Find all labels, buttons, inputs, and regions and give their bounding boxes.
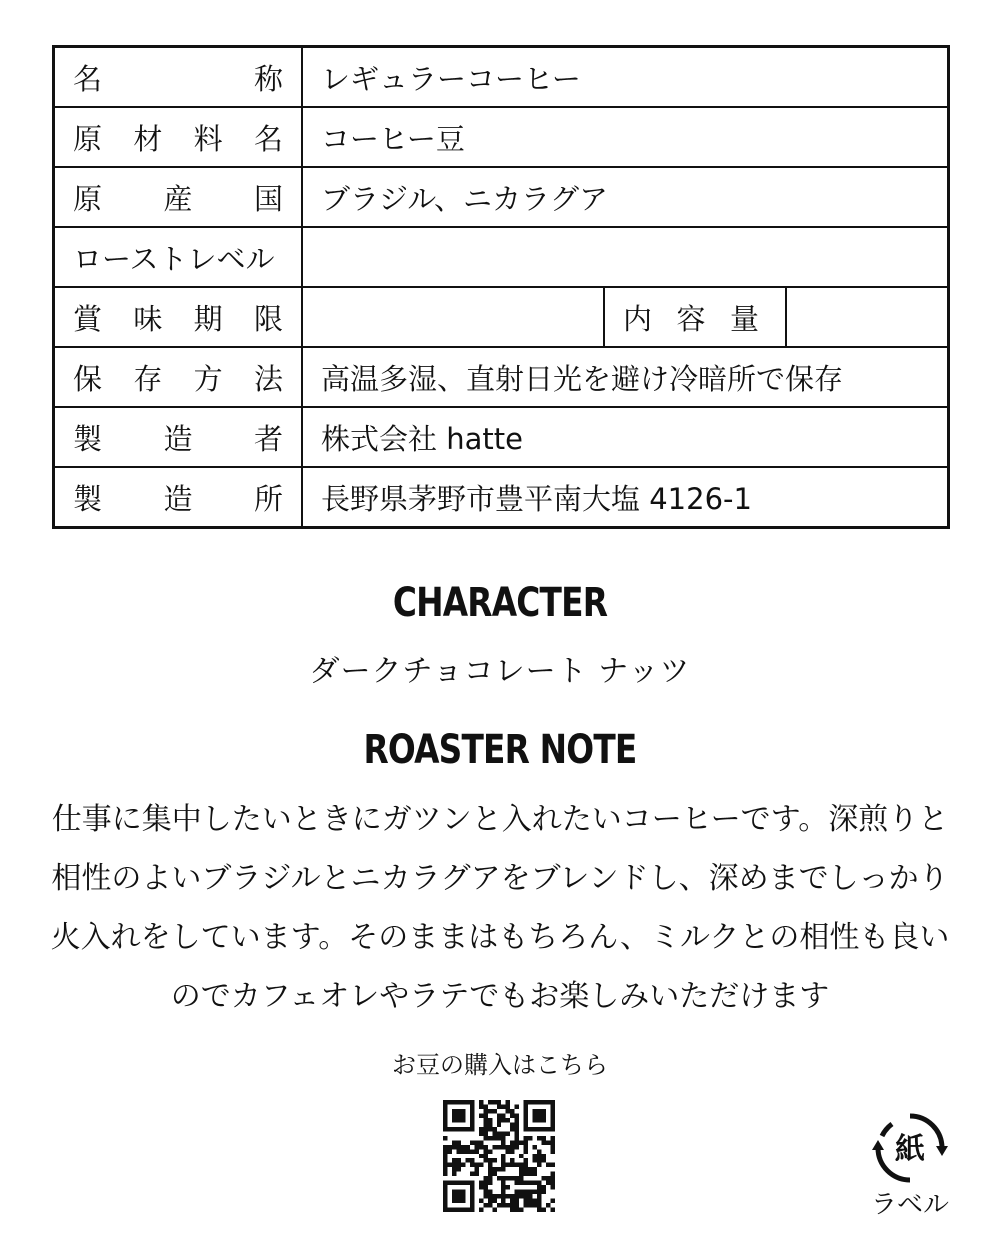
row-value-origin: ブラジル、ニカラグア xyxy=(302,167,949,227)
row-value-factory: 長野県茅野市豊平南大塩 4126-1 xyxy=(302,467,949,528)
roaster-note-title: ROASTER NOTE xyxy=(363,727,637,773)
row-value-manufacturer: 株式会社 hatte xyxy=(302,407,949,467)
purchase-caption: お豆の購入はこちら xyxy=(392,1051,608,1079)
row-key-roast-level: ローストレベル xyxy=(54,227,303,287)
qr-code-icon[interactable] xyxy=(443,1100,555,1212)
row-value-best-before xyxy=(302,287,604,347)
table-row-name xyxy=(54,47,949,108)
table-row-roast-level xyxy=(54,227,949,287)
recycle-label: ラベル xyxy=(870,1190,949,1220)
row-key-manufacturer: 製 造 者 xyxy=(73,421,283,456)
row-value-roast-level xyxy=(302,227,949,287)
row-key-factory: 製 造 所 xyxy=(73,481,283,516)
row-key-storage: 保 存 方 法 xyxy=(73,361,283,396)
row-key-origin: 原 産 国 xyxy=(73,181,283,216)
product-label-table xyxy=(52,45,950,529)
paper-recycle-icon xyxy=(872,1110,948,1186)
character-text: ダークチョコレート ナッツ xyxy=(309,654,691,689)
table-row-best-before xyxy=(54,287,949,347)
table-row-storage xyxy=(54,347,949,407)
row-key-volume: 内 容 量 xyxy=(623,301,759,336)
recycle-symbol-text: 紙 xyxy=(895,1132,925,1167)
row-key-best-before: 賞 味 期 限 xyxy=(73,301,283,336)
table-row-ingredients xyxy=(54,107,949,167)
roaster-note-text: 仕事に集中したいときにガツンと入れたいコーヒーです。深煎りと相性のよいブラジルとニカラグアをブレンドし、深めまでしっかり火入れをしています。そのままはもちろん、ミルクとの相性も良いのでカフェオレやラテでもお楽しみいただけます xyxy=(50,802,950,1014)
table-row-factory xyxy=(54,467,949,528)
row-value-ingredients: コーヒー豆 xyxy=(302,107,949,167)
character-title: CHARACTER xyxy=(392,580,608,626)
row-key-name: 名 称 xyxy=(73,61,283,96)
row-key-ingredients: 原 材 料 名 xyxy=(73,121,283,156)
row-value-storage: 高温多湿、直射日光を避け冷暗所で保存 xyxy=(302,347,949,407)
row-value-name: レギュラーコーヒー xyxy=(302,47,949,108)
table-row-origin xyxy=(54,167,949,227)
row-value-volume xyxy=(786,287,949,347)
table-row-manufacturer xyxy=(54,407,949,467)
